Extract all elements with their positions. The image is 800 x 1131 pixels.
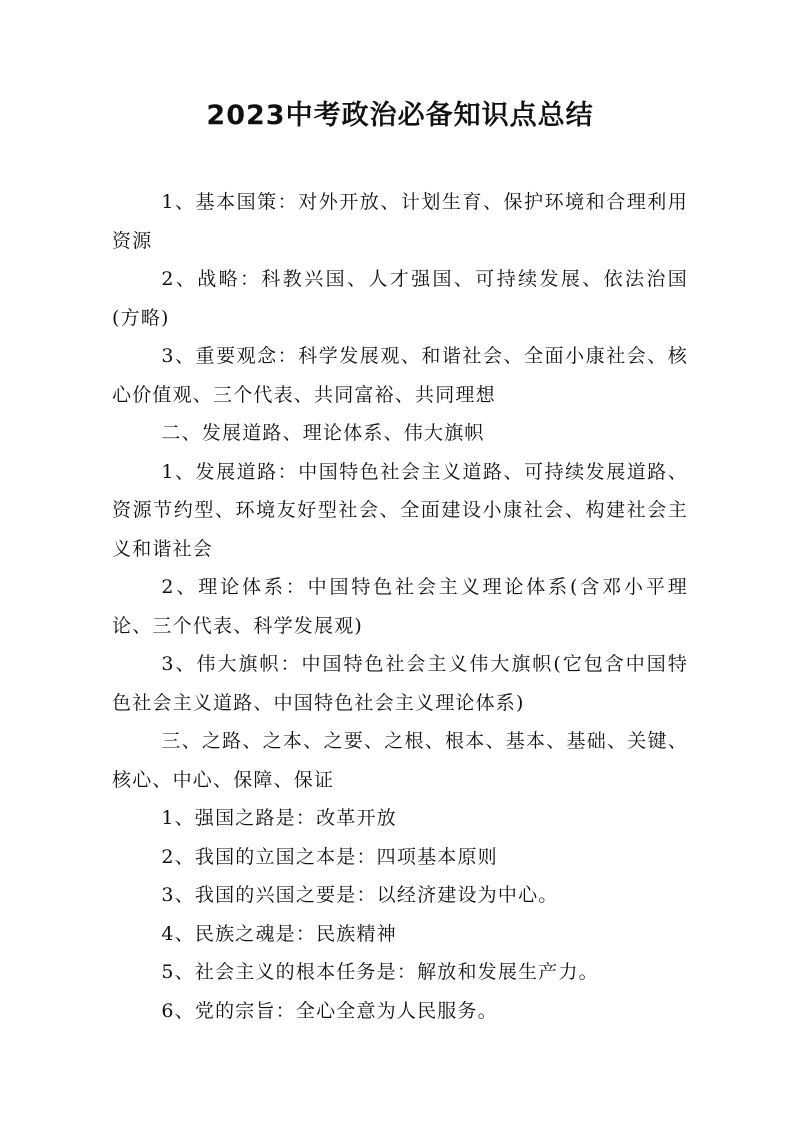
document-body	[112, 183, 688, 1030]
paragraph: 1、强国之路是：改革开放	[161, 807, 397, 829]
paragraph: 2、战略：科教兴国、人才强国、可持续发展、依法治国(方略)	[112, 268, 688, 329]
paragraph: 2、我国的立国之本是：四项基本原则	[161, 845, 498, 868]
paragraph: 3、重要观念：科学发展观、和谐社会、全面小康社会、核心价值观、三个代表、共同富裕、共同理想	[112, 345, 688, 406]
paragraph: 1、发展道路：中国特色社会主义道路、可持续发展道路、资源节约型、环境友好型社会、全面建设小康社会、构建社会主义和谐社会	[112, 460, 688, 560]
paragraph: 3、伟大旗帜：中国特色社会主义伟大旗帜(它包含中国特色社会主义道路、中国特色社会主义理论体系)	[112, 653, 688, 714]
document-title: 2023中考政治必备知识点总结	[206, 100, 594, 131]
paragraph: 4、民族之魂是：民族精神	[161, 922, 397, 945]
paragraph: 5、社会主义的根本任务是：解放和发展生产力。	[161, 961, 599, 983]
paragraph: 6、党的宗旨：全心全意为人民服务。	[161, 999, 498, 1022]
section-heading: 三、之路、之本、之要、之根、根本、基本、基础、关键、核心、中心、保障、保证	[112, 730, 688, 791]
section-heading: 二、发展道路、理论体系、伟大旗帜	[161, 422, 485, 444]
paragraph: 1、基本国策：对外开放、计划生育、保护环境和合理利用资源	[112, 191, 688, 252]
paragraph: 3、我国的兴国之要是：以经济建设为中心。	[161, 884, 559, 906]
paragraph: 2、理论体系：中国特色社会主义理论体系(含邓小平理论、三个代表、科学发展观)	[112, 576, 688, 637]
